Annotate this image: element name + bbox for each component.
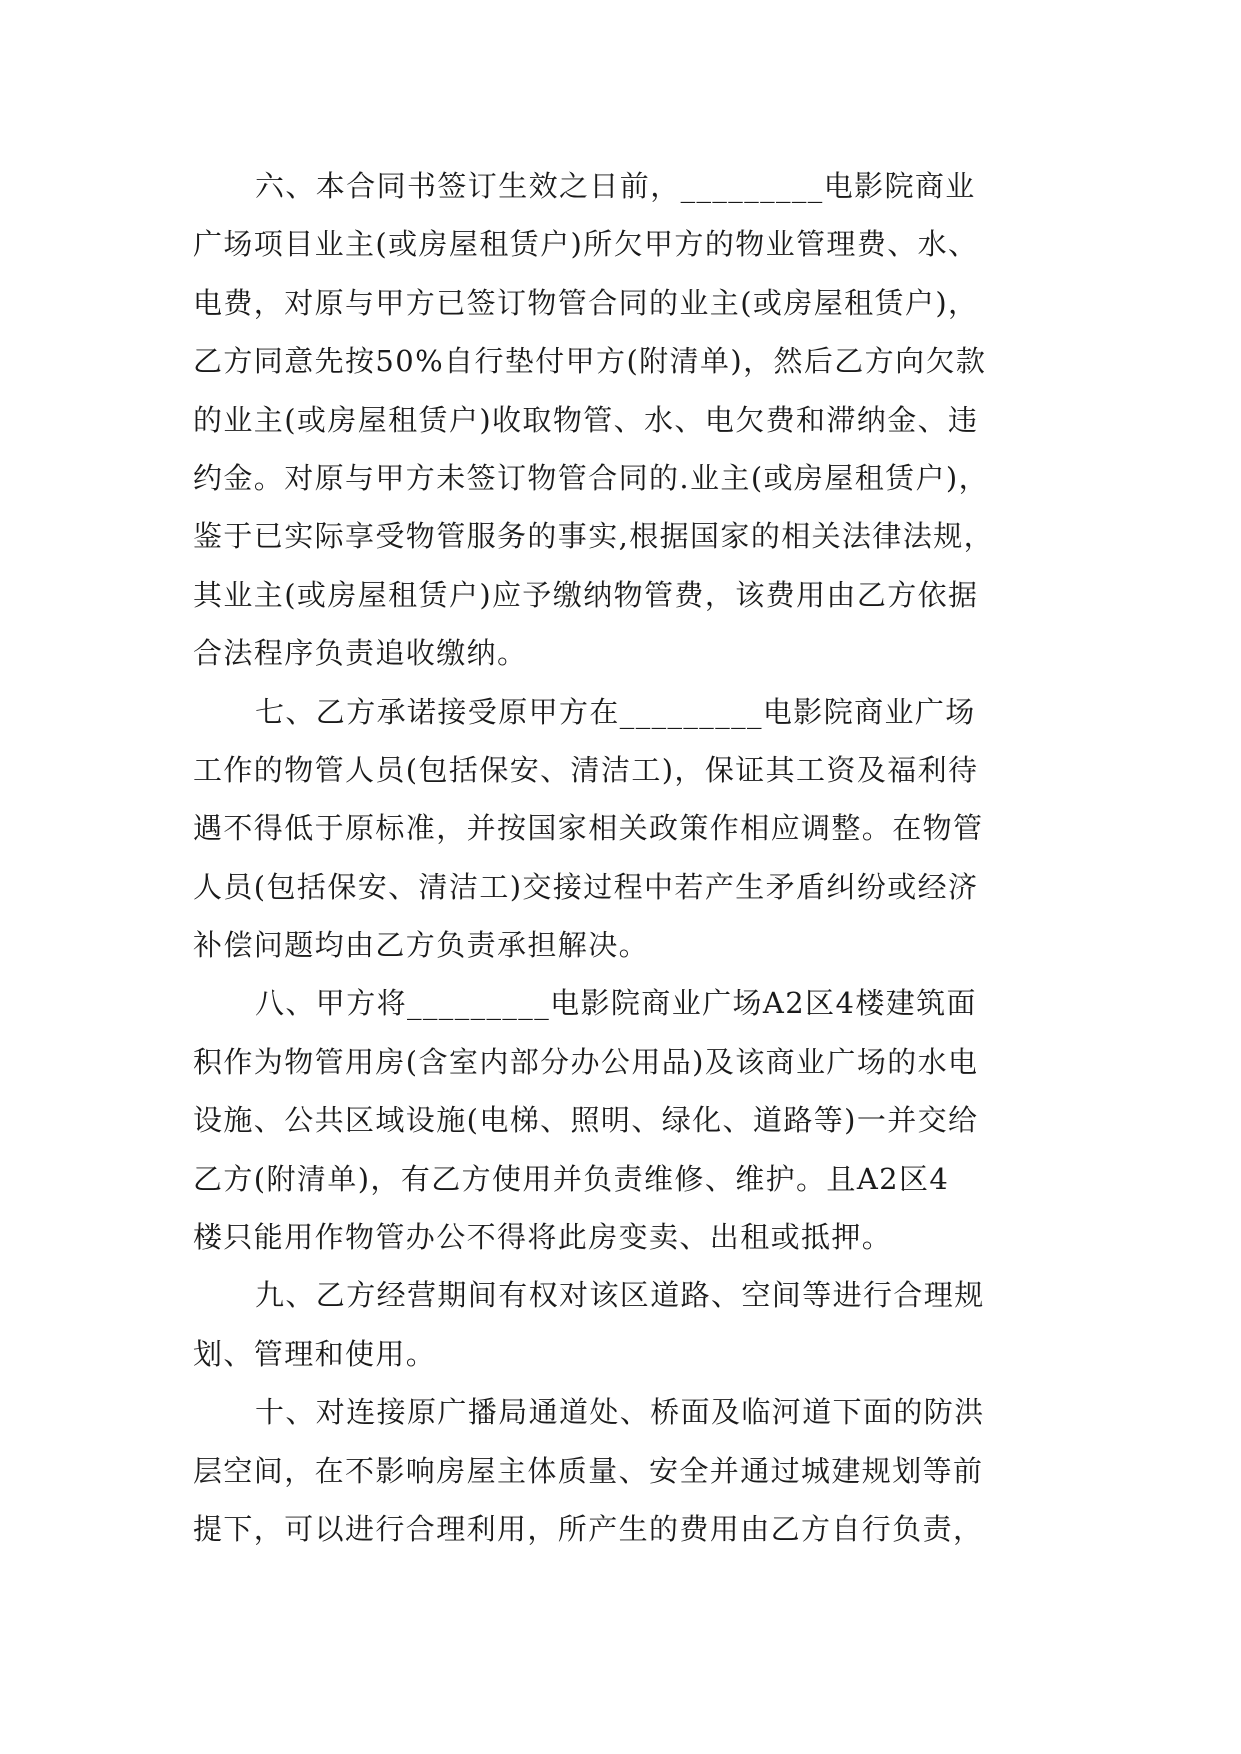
text-line: 遇不得低于原标准，并按国家相关政策作相应调整。在物管: [193, 811, 984, 846]
document-body: [193, 157, 1053, 1558]
clause-7-paragraph: [193, 683, 1053, 975]
clause-6-paragraph: [193, 157, 1053, 683]
text-line: 广场项目业主(或房屋租赁户)所欠甲方的物业管理费、水、: [193, 227, 979, 262]
text-line: 划、管理和使用。: [193, 1336, 437, 1371]
text-line: 其业主(或房屋租赁户)应予缴纳物管费，该费用由乙方依据: [193, 577, 979, 612]
text-line: 七、乙方承诺接受原甲方在_________电影院商业广场: [255, 694, 976, 729]
text-line: 六、本合同书签订生效之日前，_________电影院商业: [255, 169, 976, 203]
text-line: 工作的物管人员(包括保安、清洁工)，保证其工资及福利待: [193, 752, 979, 787]
text-line: 九、乙方经营期间有权对该区道路、空间等进行合理规: [255, 1278, 985, 1313]
text-line: 楼只能用作物管办公不得将此房变卖、出租或抵押。: [193, 1220, 893, 1255]
text-line: 的业主(或房屋租赁户)收取物管、水、电欠费和滞纳金、违: [193, 402, 979, 437]
text-line: 八、甲方将_________电影院商业广场A2区4楼建筑面: [255, 986, 977, 1021]
text-line: 十、对连接原广播局通道处、桥面及临河道下面的防洪: [255, 1395, 985, 1430]
text-line: 电费，对原与甲方已签订物管合同的业主(或房屋租赁户)，: [193, 285, 979, 320]
text-line: 人员(包括保安、清洁工)交接过程中若产生矛盾纠纷或经济: [193, 869, 979, 904]
text-line: 鉴于已实际享受物管服务的事实,根据国家的相关法律法规，: [193, 519, 995, 554]
text-line: 合法程序负责追收缴纳。: [193, 636, 528, 671]
text-line: 约金。对原与甲方未签订物管合同的.业主(或房屋租赁户)，: [193, 460, 990, 495]
text-line: 乙方(附清单)，有乙方使用并负责维修、维护。且A2区4: [193, 1161, 950, 1196]
clause-10-paragraph: [193, 1383, 1053, 1558]
text-line: 设施、公共区域设施(电梯、照明、绿化、道路等)一并交给: [193, 1103, 979, 1138]
text-line: 层空间，在不影响房屋主体质量、安全并通过城建规划等前: [193, 1453, 984, 1488]
text-line: 提下，可以进行合理利用，所产生的费用由乙方自行负责，: [193, 1511, 984, 1546]
text-line: 积作为物管用房(含室内部分办公用品)及该商业广场的水电: [193, 1044, 979, 1079]
text-line: 补偿问题均由乙方负责承担解决。: [193, 928, 650, 963]
clause-9-paragraph: [193, 1266, 1053, 1383]
text-line: 乙方同意先按50%自行垫付甲方(附清单)，然后乙方向欠款: [193, 344, 987, 379]
clause-8-paragraph: [193, 974, 1053, 1266]
